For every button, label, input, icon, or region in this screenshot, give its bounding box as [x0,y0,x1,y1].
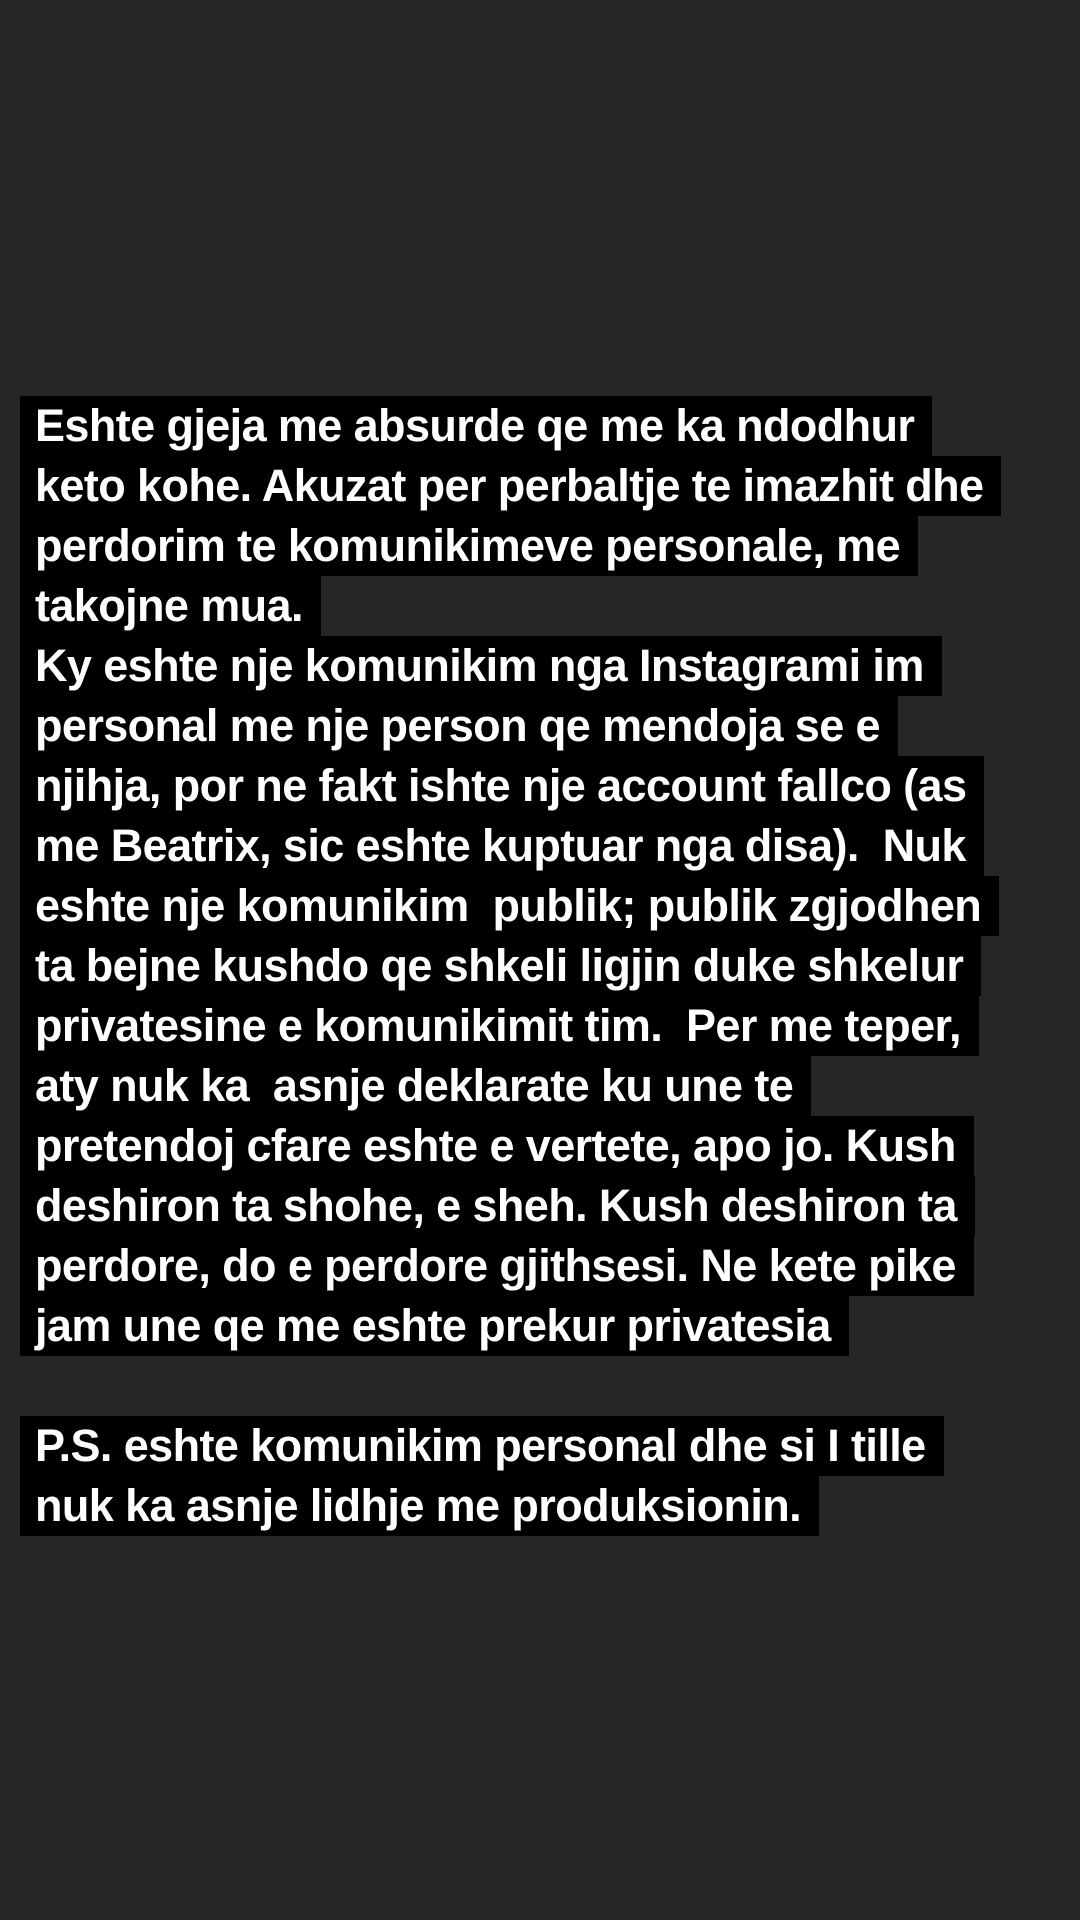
text-line: personal me nje person qe mendoja se e [20,696,1080,756]
story-paragraph-main [20,396,1080,1356]
text-line: ta bejne kushdo qe shkeli ligjin duke shkelur [20,936,1080,996]
text-line: aty nuk ka asnje deklarate ku une te [20,1056,1080,1116]
text-line: keto kohe. Akuzat per perbaltje te imazhit dhe [20,456,1080,516]
text-line: pretendoj cfare eshte e vertete, apo jo. Kush [20,1116,1080,1176]
text-line: perdorim te komunikimeve personale, me [20,516,1080,576]
text-line: jam une qe me eshte prekur privatesia [20,1296,1080,1356]
text-line: njihja, por ne fakt ishte nje account fallco (as [20,756,1080,816]
text-line: me Beatrix, sic eshte kuptuar nga disa). Nuk [20,816,1080,876]
text-line: nuk ka asnje lidhje me produksionin. [20,1476,1080,1536]
text-line: P.S. eshte komunikim personal dhe si I tille [20,1416,1080,1476]
text-line: takojne mua. [20,576,1080,636]
text-line: deshiron ta shohe, e sheh. Kush deshiron ta [20,1176,1080,1236]
text-line: eshte nje komunikim publik; publik zgjodhen [20,876,1080,936]
text-line: Ky eshte nje komunikim nga Instagrami im [20,636,1080,696]
text-line: perdore, do e perdore gjithsesi. Ne kete pike [20,1236,1080,1296]
story-paragraph-ps [20,1416,1080,1536]
story-text-overlay [20,396,1080,1536]
text-line: Eshte gjeja me absurde qe me ka ndodhur [20,396,1080,456]
text-line: privatesine e komunikimit tim. Per me teper, [20,996,1080,1056]
